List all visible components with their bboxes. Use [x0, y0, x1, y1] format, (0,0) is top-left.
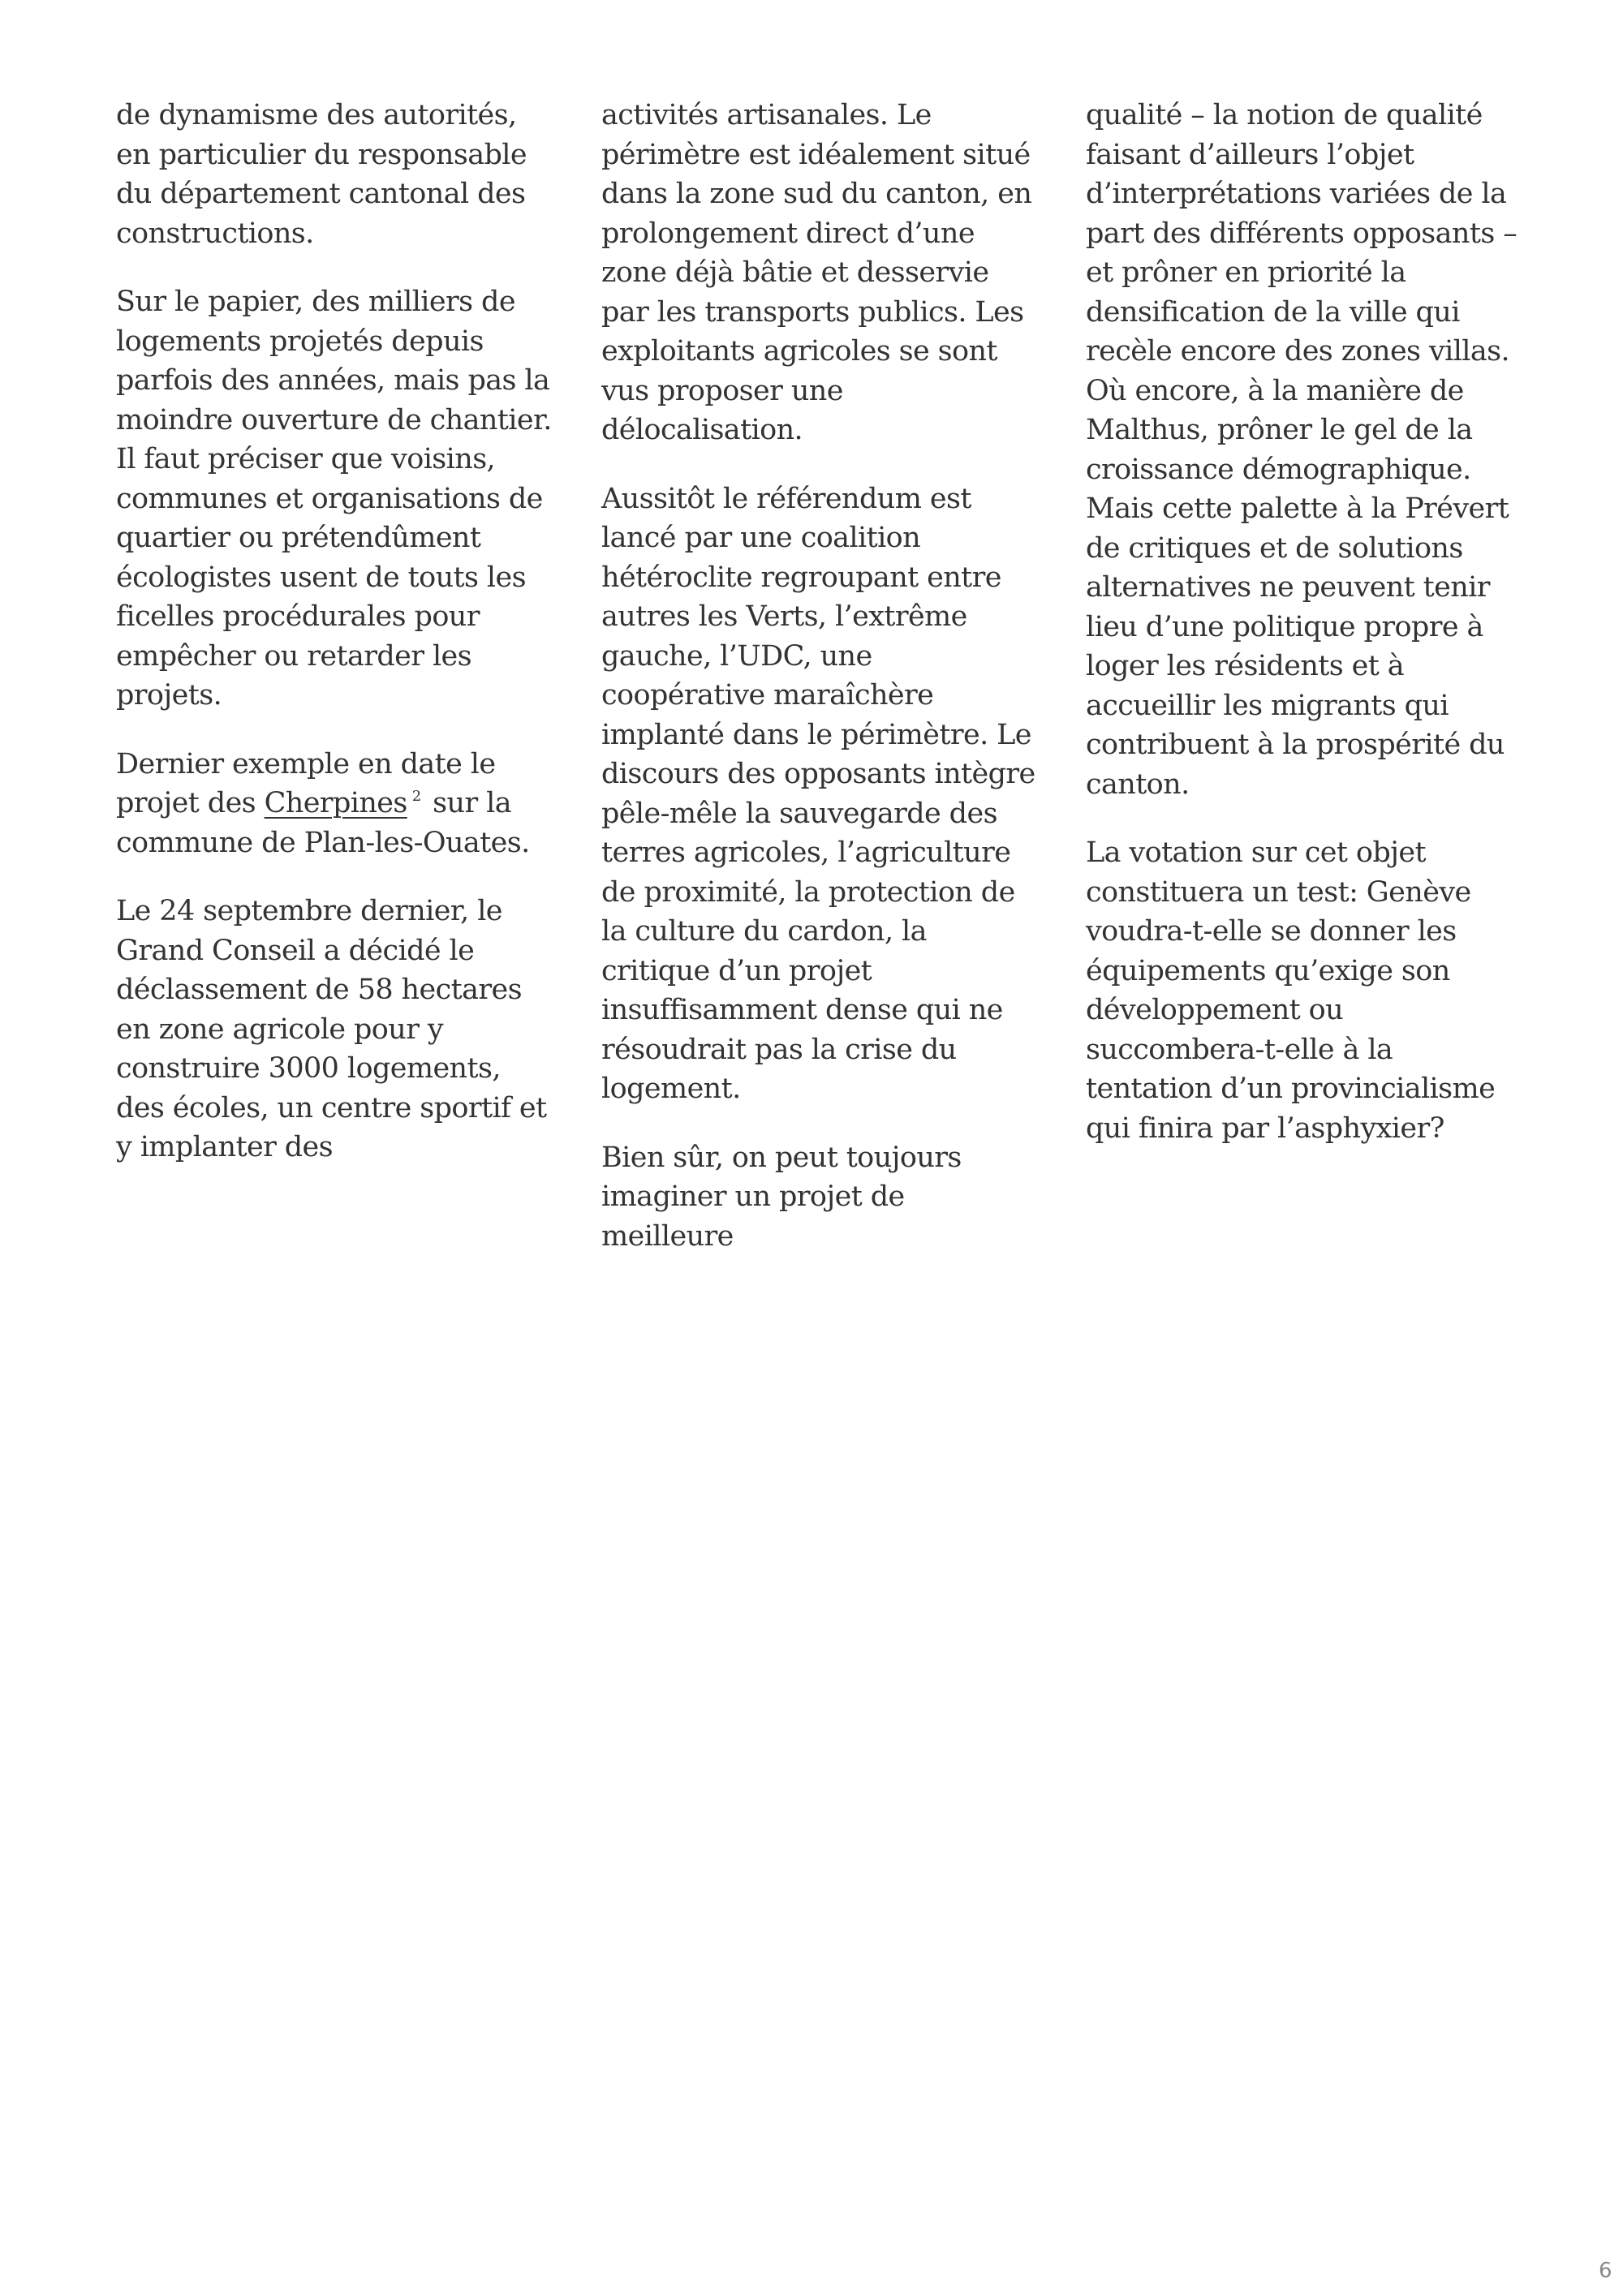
paragraph: Bien sûr, on peut toujours imaginer un projet de meilleure: [601, 1141, 962, 1253]
text-column-2: [601, 96, 1040, 1285]
paragraph: de dynamisme des autorités, en particulier du responsable du département cantonal des constructions.: [116, 99, 527, 250]
paragraph: activités artisanales. Le périmètre est idéalement situé dans la zone sud du canton, en prolongement direct d’une zone déjà bâtie et desservie par les transports publics. Les exploitants agricoles se sont vus proposer une délocalisation.: [601, 99, 1032, 446]
text-column-3: [1086, 96, 1524, 1177]
paragraph: qualité – la notion de qualité faisant d’ailleurs l’objet d’interprétations variées de la part des différents opposants – et prôner en priorité la densification de la ville qui recèle encore des zones villas. Où encore, à la manière de Malthus, prôner le gel de la croissance démographique. Mais cette palette à la Prévert de critiques et de solutions alternatives ne peuvent tenir lieu d’une politique propre à loger les résidents et à accueillir les migrants qui contribuent à la prospérité du canton.: [1086, 99, 1518, 801]
paragraph: Sur le papier, des milliers de logements projetés depuis parfois des années, mais pas la moindre ouverture de chantier. Il faut préciser que voisins, communes et organisations de quartier ou prétendûment écologistes usent de touts les ficelles procédurales pour empêcher ou retarder les projets.: [116, 286, 552, 712]
cherpines-link[interactable]: Cherpines: [264, 787, 407, 819]
paragraph-text: sur la commune de Plan-les-Ouates.: [116, 787, 530, 859]
paragraph: La votation sur cet objet constituera un test: Genève voudra-t-elle se donner les équipements qu’exige son développement ou succombera-t-elle à la tentation d’un provincialisme qui finira par l’asphyxier?: [1086, 836, 1496, 1145]
text-column-1: [116, 96, 554, 1197]
page-number: 6: [1599, 2259, 1612, 2283]
footnote-reference[interactable]: 2: [411, 788, 421, 805]
paragraph-text: Dernier exemple en date le projet des: [116, 747, 496, 819]
paragraph-with-link: [116, 745, 554, 863]
paragraph: Aussitôt le référendum est lancé par une coalition hétéroclite regroupant entre autres les Verts, l’extrême gauche, l’UDC, une coopérative maraîchère implanté dans le périmètre. Le discours des opposants intègre pêle-mêle la sauvegarde des terres agricoles, l’agriculture de proximité, la protection de la culture du cardon, la critique d’un projet insuffisamment dense qui ne résoudrait pas la crise du logement.: [601, 482, 1035, 1105]
paragraph: Le 24 septembre dernier, le Grand Conseil a décidé le déclassement de 58 hectares en zone agricole pour y construire 3000 logements, des écoles, un centre sportif et y implanter des: [116, 895, 547, 1163]
